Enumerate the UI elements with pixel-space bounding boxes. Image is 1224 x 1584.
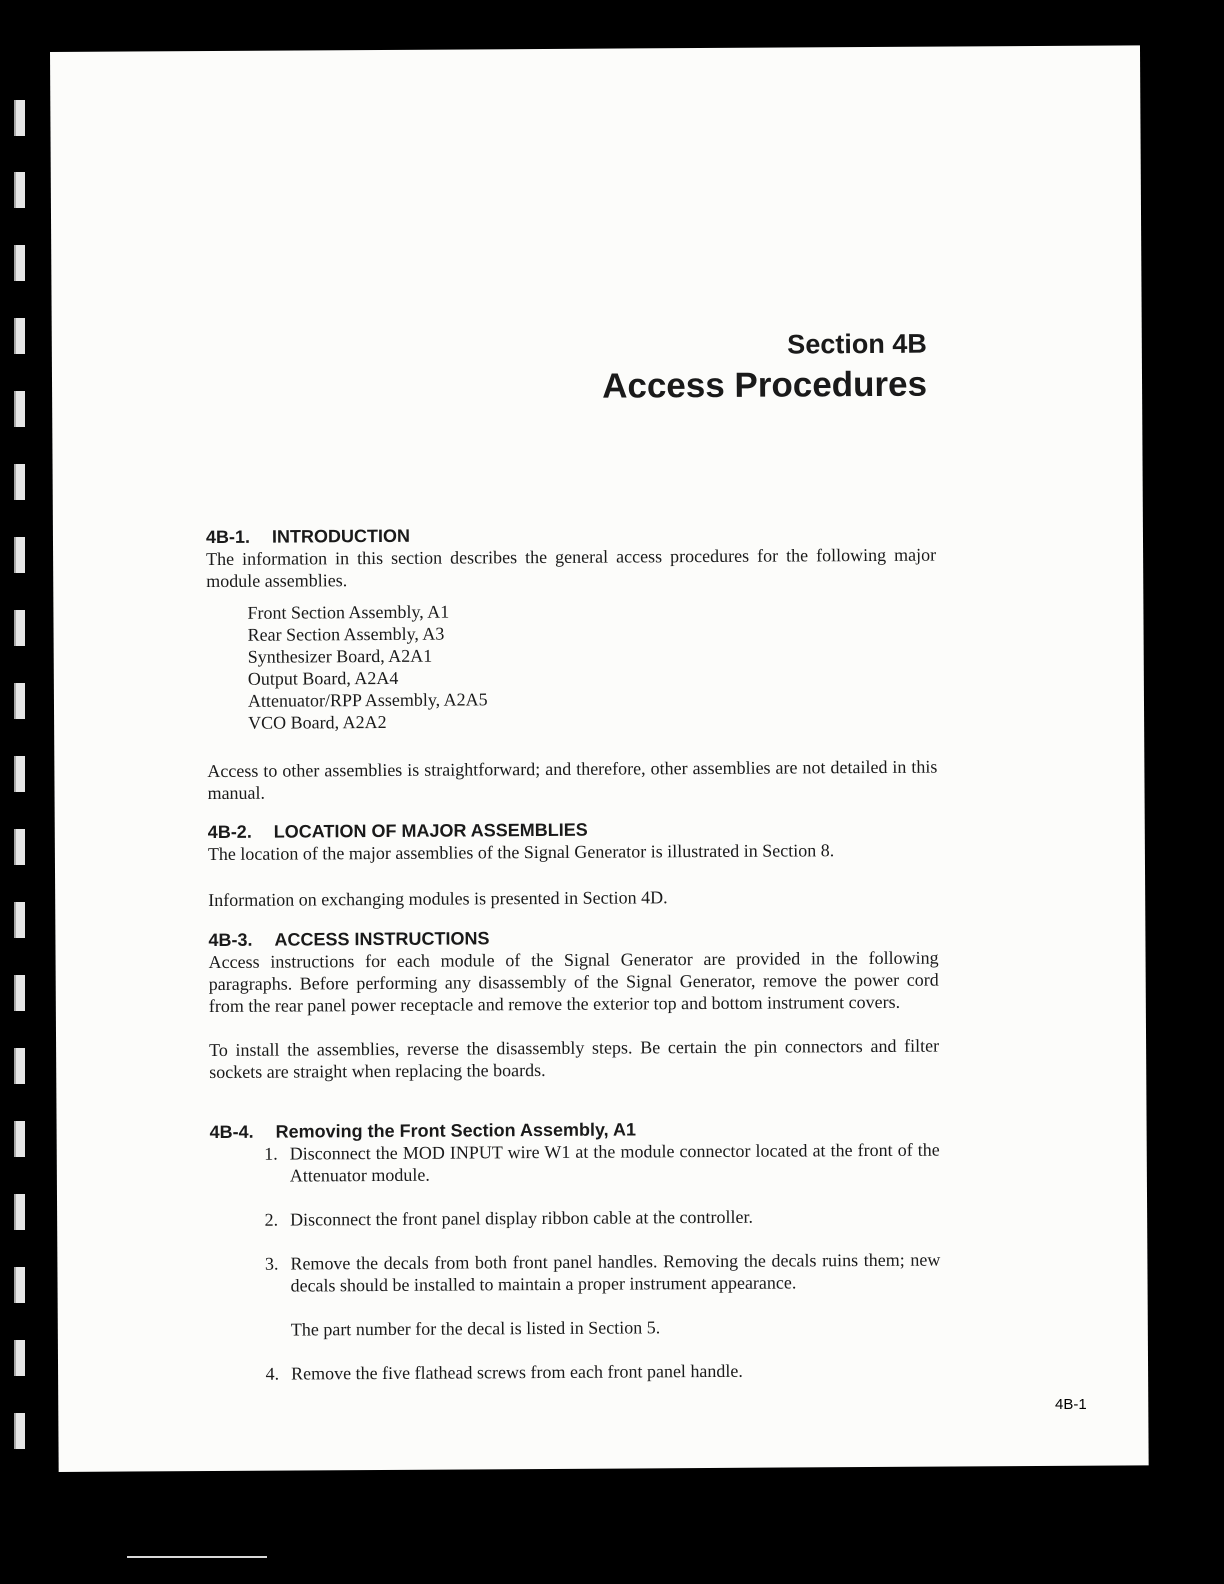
binding-hole xyxy=(14,318,25,354)
step-item xyxy=(210,1249,940,1297)
section-title: Access Procedures xyxy=(602,364,928,406)
binding-hole xyxy=(14,1121,25,1157)
manual-page xyxy=(50,45,1149,1472)
location-heading-text: LOCATION OF MAJOR ASSEMBLIES xyxy=(273,819,588,842)
binding-hole xyxy=(14,1048,25,1084)
step-number: 3. xyxy=(264,1253,279,1274)
step-number: 4. xyxy=(265,1363,280,1384)
binding-hole xyxy=(14,756,25,792)
step-text: Remove the decals from both front panel handles. Removing the decals ruins them; new decals should be installed to maintain a proper instrument appearance. xyxy=(290,1249,941,1296)
step-text: The part number for the decal is listed in Section 5. xyxy=(290,1317,661,1340)
binding-hole xyxy=(14,975,25,1011)
step-number: 2. xyxy=(264,1209,279,1230)
location-section xyxy=(208,817,939,911)
binding-hole xyxy=(14,391,25,427)
binding-hole xyxy=(14,100,25,136)
list-item: Attenuator/RPP Assembly, A2A5 xyxy=(247,689,488,711)
removing-section xyxy=(210,1117,942,1385)
access-number: 4B-3. xyxy=(208,929,253,951)
removing-number: 4B-4. xyxy=(209,1121,254,1143)
assembly-list xyxy=(247,598,937,734)
list-item: Output Board, A2A4 xyxy=(247,667,399,689)
step-item xyxy=(210,1205,940,1231)
binding-hole xyxy=(14,172,25,208)
binding-hole xyxy=(14,683,25,719)
binding-hole xyxy=(14,1267,25,1303)
binding-hole xyxy=(14,1194,25,1230)
binding-holes xyxy=(0,0,50,1584)
section-label: Section 4B xyxy=(787,328,927,360)
step-item xyxy=(211,1315,941,1341)
binding-hole xyxy=(14,537,25,573)
binding-hole xyxy=(14,610,25,646)
intro-note: Access to other assemblies is straightforward; and therefore, other assemblies are not detailed in this manual. xyxy=(207,756,938,804)
removing-heading-text: Removing the Front Section Assembly, A1 xyxy=(275,1119,637,1142)
step-text: Disconnect the MOD INPUT wire W1 at the module connector located at the front of the Attenuator module. xyxy=(289,1139,940,1186)
access-text-2: To install the assemblies, reverse the disassembly steps. Be certain the pin connectors and filter sockets are straight when replacing the boards. xyxy=(209,1035,940,1083)
step-text: Disconnect the front panel display ribbon cable at the controller. xyxy=(290,1206,754,1230)
binding-hole xyxy=(14,829,25,865)
step-number: 1. xyxy=(264,1143,278,1164)
step-item xyxy=(210,1139,940,1187)
step-number xyxy=(211,1319,291,1341)
intro-heading-text: INTRODUCTION xyxy=(271,525,411,547)
location-number: 4B-2. xyxy=(207,821,252,843)
intro-text: The information in this section describes the general access procedures for the following major module assemblies. xyxy=(206,544,937,592)
access-section xyxy=(208,925,939,1083)
list-item: Front Section Assembly, A1 xyxy=(247,601,450,623)
list-item: Synthesizer Board, A2A1 xyxy=(247,645,433,667)
list-item: VCO Board, A2A2 xyxy=(248,711,387,733)
binding-hole xyxy=(14,1340,25,1376)
step-list xyxy=(210,1139,941,1385)
intro-section xyxy=(206,522,938,804)
list-item: Rear Section Assembly, A3 xyxy=(247,623,445,645)
binding-hole xyxy=(14,464,25,500)
intro-number: 4B-1. xyxy=(205,526,251,548)
scan-edge-line xyxy=(127,1556,267,1558)
binding-hole xyxy=(14,902,25,938)
location-text-2: Information on exchanging modules is presented in Section 4D. xyxy=(208,887,668,911)
binding-hole xyxy=(14,245,25,281)
access-heading-text: ACCESS INSTRUCTIONS xyxy=(274,928,490,950)
binding-hole xyxy=(14,1413,25,1449)
location-text-1: The location of the major assemblies of the Signal Generator is illustrated in Section 8. xyxy=(207,840,835,865)
step-item xyxy=(211,1359,941,1385)
access-text-1: Access instructions for each module of the Signal Generator are provided in the following paragraphs. Before performing any disassembly of the Signal Generator, remove the power cord from the rear panel power receptacle and remove the exterior top and bottom instrument covers. xyxy=(208,947,939,1017)
step-text: Remove the five flathead screws from each front panel handle. xyxy=(291,1360,743,1384)
page-number: 4B-1 xyxy=(1055,1396,1087,1413)
